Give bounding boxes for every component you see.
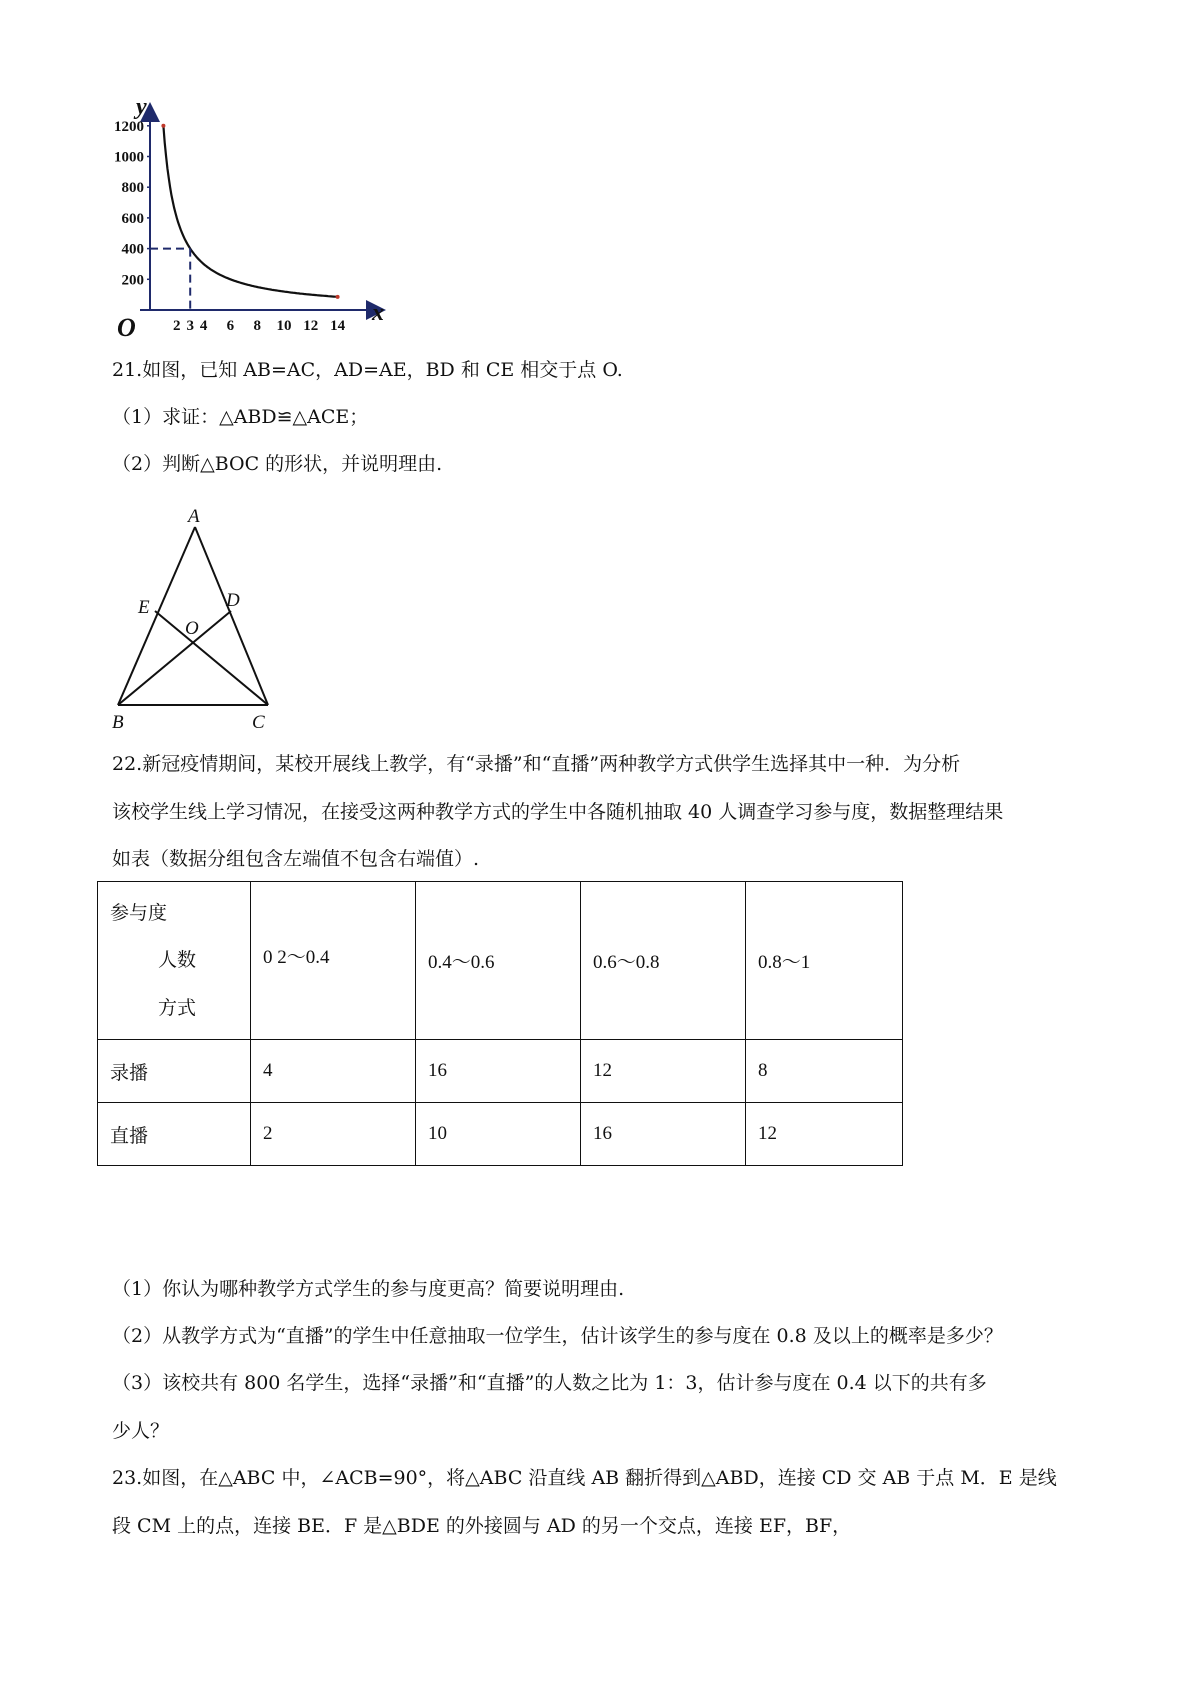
x-tick-label: 8 [253,318,261,334]
q23-line2: 段 CM 上的点，连接 BE．F 是△BDE 的外接圆与 AD 的另一个交点，连接 EF，BF， [112,1515,852,1537]
label-o: O [185,618,199,639]
table-column-header: 0.4～0.6 [416,882,581,1040]
q22-part2: （2）从教学方式为“直播”的学生中任意抽取一位学生，估计该学生的参与度在 0.8 及以上的概率是多少？ [112,1325,1003,1347]
x-tick-label: 4 [199,318,208,334]
y-tick-label: 1200 [114,118,144,135]
label-b: B [112,712,124,730]
inverse-curve [163,126,337,297]
header-count: 人数 [158,950,197,971]
table-cell: 10 [416,1103,581,1166]
q23-line1: 23.如图，在△ABC 中，∠ACB=90°，将△ABC 沿直线 AB 翻折得到△ABD，连接 CD 交 AB 于点 M．E 是线 [112,1467,1057,1489]
table-cell: 2 [251,1103,416,1166]
table-cell: 16 [581,1103,746,1166]
function-graph [100,88,400,340]
segment-ac [195,527,268,705]
q21-part2: （2）判断△BOC 的形状，并说明理由. [112,453,443,475]
curve-endpoint-left [161,124,165,128]
triangle-diagram [100,505,290,730]
participation-table [97,881,903,1166]
origin-label: O [117,313,136,340]
label-d: D [226,590,240,611]
segment-ce [155,611,268,705]
y-tick-labels [114,119,150,288]
q22-part1: （1）你认为哪种教学方式学生的参与度更高？简要说明理由. [112,1278,625,1300]
q22-line1: 22.新冠疫情期间，某校开展线上教学，有“录播”和“直播”两种教学方式供学生选择其中一种．为分析 [112,753,961,775]
curve-endpoint-right [336,295,340,299]
label-e: E [138,597,150,618]
q22-part3a: （3）该校共有 800 名学生，选择“录播”和“直播”的人数之比为 1：3，估计参与度在 0.4 以下的共有多 [112,1372,987,1394]
header-participation: 参与度 [110,903,168,924]
label-c: C [252,712,265,730]
table-column-header: 0.6～0.8 [581,882,746,1040]
x-tick-label: 3 [186,318,194,334]
table-corner-header [98,882,251,1040]
table-cell: 12 [581,1040,746,1103]
y-tick-label: 200 [121,272,144,289]
y-tick-label: 800 [121,180,144,197]
label-a: A [188,506,200,527]
table-row-label: 录播 [98,1040,251,1103]
table-column-header: 0.8～1 [746,882,903,1040]
x-tick-label: 10 [276,318,292,334]
q22-line2: 该校学生线上学习情况，在接受这两种教学方式的学生中各随机抽取 40 人调查学习参与度，数据整理结果 [112,801,1004,823]
table-header-row [98,882,903,1040]
x-tick-label: 6 [226,318,235,334]
table-cell: 16 [416,1040,581,1103]
header-mode: 方式 [158,998,197,1019]
table-cell: 8 [746,1040,903,1103]
q21-part1: （1）求证：△ABD≌△ACE； [112,406,369,428]
y-tick-label: 1000 [114,149,144,166]
y-axis-label: y [136,94,147,120]
q21-title: 21.如图，已知 AB=AC，AD=AE，BD 和 CE 相交于点 O. [112,359,623,381]
table-cell: 12 [746,1103,903,1166]
x-tick-label: 12 [303,318,319,334]
y-tick-label: 400 [121,241,144,258]
x-tick-labels [173,318,346,334]
table-row [98,1103,903,1166]
y-tick-label: 600 [121,210,144,227]
x-tick-label: 2 [173,318,181,334]
segment-bd [118,611,231,705]
table-row-label: 直播 [98,1103,251,1166]
segment-ab [118,527,195,705]
x-tick-label: 14 [330,318,346,334]
q22-line3: 如表（数据分组包含左端值不包含右端值）. [112,848,480,870]
table-column-header: 0 2～0.4 [251,882,416,1040]
table-cell: 4 [251,1040,416,1103]
q22-part3b: 少人？ [112,1420,170,1442]
x-axis-label: x [372,300,384,326]
table-row [98,1040,903,1103]
